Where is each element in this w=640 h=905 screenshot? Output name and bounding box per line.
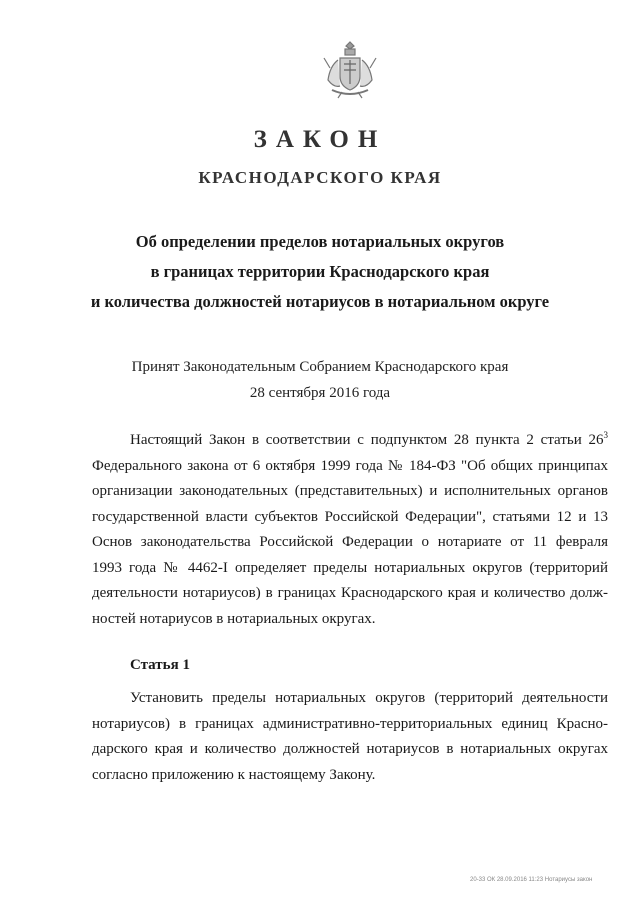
text-line: деятельности нотариусов) в границах Краснодарского края и количество долж- bbox=[92, 585, 608, 601]
adoption-date: 28 сентября 2016 года bbox=[249, 385, 391, 401]
text-line: нотариусов) в границах административно-территориальных единиц Красно- bbox=[92, 715, 608, 732]
footer-stamp: 20-33 ОК 28.09.2016 11:23 Нотариусы закон bbox=[470, 877, 593, 883]
text-line: 1993 года № 4462-I определяет пределы нотариальных округов (территорий bbox=[92, 559, 608, 576]
adoption-line: Принят Законодательным Собранием Краснодарского края bbox=[131, 359, 509, 375]
text-line: согласно приложению к настоящему Закону. bbox=[92, 766, 376, 783]
law-heading bbox=[0, 227, 640, 317]
heading-line: Об определении пределов нотариальных округов bbox=[135, 232, 505, 251]
text-line: Настоящий Закон в соответствии с подпунктом 28 пункта 2 статьи $26^3$ bbox=[130, 430, 608, 448]
text-line: ностей нотариусов в нотариальных округах. bbox=[92, 610, 376, 627]
text-line: организации законодательных (представительных) и исполнительных органов bbox=[92, 483, 608, 499]
text-line: Установить пределы нотариальных округов (территорий деятельности bbox=[130, 690, 608, 706]
superscript: 3 bbox=[603, 430, 608, 440]
coat-of-arms-icon bbox=[318, 38, 382, 100]
preamble-paragraph bbox=[92, 428, 608, 632]
text-line: Основ законодательства Российской Федерации о нотариате от 11 февраля bbox=[92, 534, 608, 550]
text-line: Федерального закона от 6 октября 1999 года № 184-ФЗ "Об общих принципах bbox=[92, 457, 608, 474]
law-subtitle: КРАСНОДАРСКОГО КРАЯ bbox=[198, 168, 442, 187]
text-line: дарского края и количество должностей нотариусов в нотариальных округах bbox=[92, 741, 608, 757]
heading-line: и количества должностей нотариусов в нотариальном округе bbox=[90, 292, 550, 311]
law-title: ЗАКОН bbox=[253, 126, 387, 153]
article-1-title: Статья 1 bbox=[130, 657, 190, 673]
heading-line: в границах территории Краснодарского края bbox=[150, 262, 490, 281]
text-line: государственной власти субъектов Российской Федерации", статьями 12 и 13 bbox=[92, 508, 608, 525]
adoption-info bbox=[0, 354, 640, 406]
article-1-paragraph bbox=[92, 686, 608, 788]
